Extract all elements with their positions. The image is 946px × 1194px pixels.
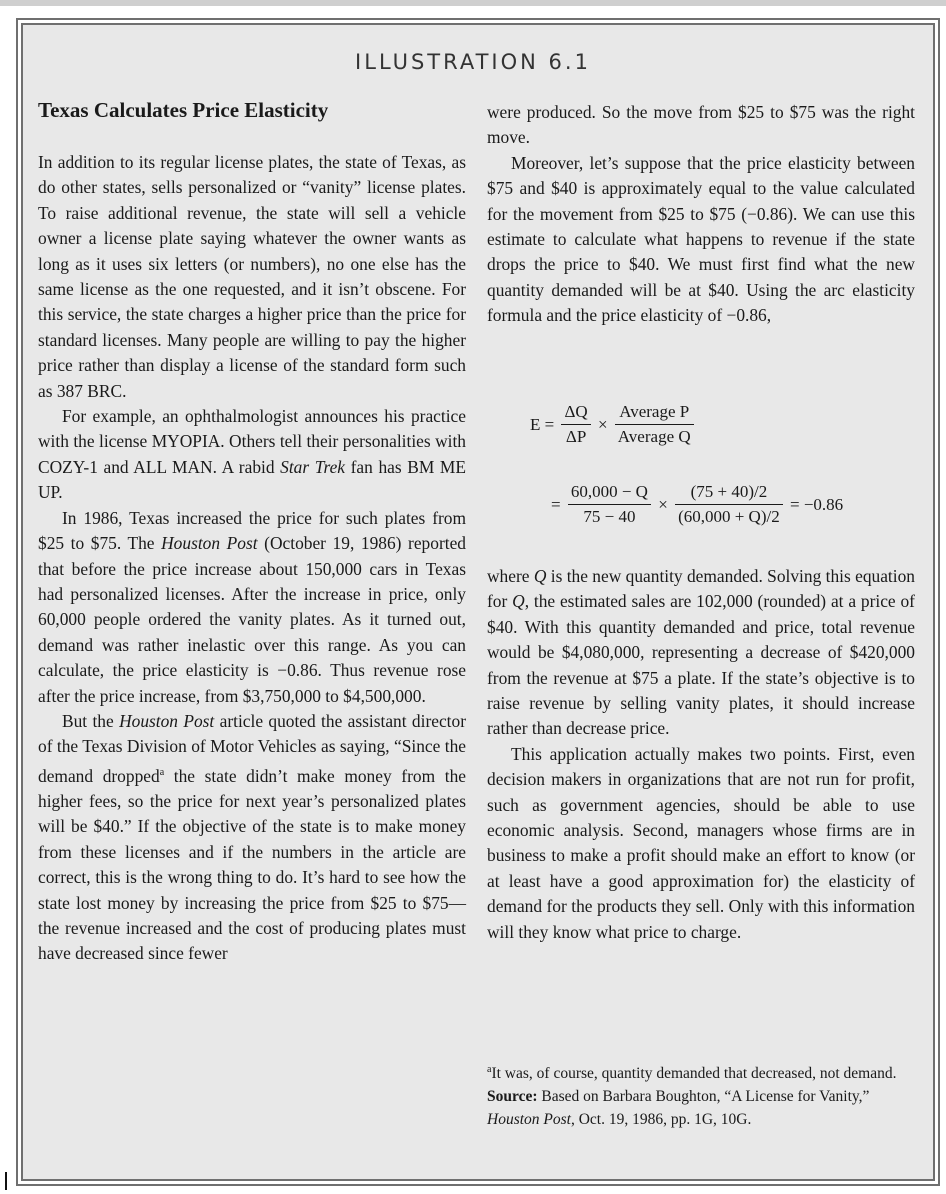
elasticity-formula-line-1 <box>527 402 946 447</box>
quote-text-b: article quoted the assistant director of the Texas Division of Motor Vehicles as saying, “Since the demand dropped <box>38 710 466 786</box>
paragraph-price-increase <box>38 506 466 709</box>
formula-result: = −0.86 <box>789 494 844 514</box>
examples-tail: fan has BM ME UP. <box>38 456 466 503</box>
times-sign: × <box>597 414 608 434</box>
paragraph-intro: In addition to its regular license plates, the state of Texas, as do other states, sells personalized or “vanity” license plates. To raise additional revenue, the state will sell a vehicle owner a license plate saying whatever the owner wants as long as it uses six letters (or numbers), no one else has the same license as the one requested, and it isn’t obscene. For this service, the state charges a higher price than the price for standard licenses. Many people are willing to pay the higher price rather than display a license of the standard form such as 387 BRC. <box>38 152 466 401</box>
left-column <box>38 150 466 967</box>
paragraph-two-points: This application actually makes two points. First, even decision makers in organizations that are not run for profit, such as government agencies, should be able to use economic analysis. Second, managers whose firms are in business to make a profit should make an effort to know (or at least have a good approximation for) the elasticity of demand for the products they sell. Only with this information will they know what price to charge. <box>487 743 915 942</box>
footnote-note: $^a$It was, of course, quantity demanded that decreased, not demand. <box>487 1064 897 1083</box>
quote-text-a: But the <box>62 710 120 731</box>
paragraph-solution: where Q is the new quantity demanded. Solving this equation for Q, the estimated sales are 102,000 (rounded) at a price of $40. With this quantity demanded and price, total revenue would be $4,080,000, representing a decrease of $420,000 from the revenue at $75 a plate. If the state’s objective is to raise revenue by selling vanity plates, it should increase rather than decrease price. <box>487 566 915 739</box>
right-column-bottom <box>487 564 915 945</box>
q-variable: Q <box>533 566 547 586</box>
text-cursor <box>5 1172 7 1190</box>
equals-sign: = <box>551 494 561 514</box>
fraction-price-average: $\frac{(75 + 40)/2}{(60,000 + Q)/2}$ <box>675 482 783 527</box>
fraction-delta: $\frac{\Delta Q}{\Delta P}$ <box>561 402 590 447</box>
illustration-title: ILLUSTRATION 6.1 <box>355 50 591 74</box>
paragraph-right-move: were produced. So the move from $25 to $75 was the right move. <box>487 102 915 148</box>
footnote <box>487 1058 917 1131</box>
footnote-marker: a <box>159 766 165 778</box>
elasticity-formula-line-2 <box>548 482 946 527</box>
top-edge-bar <box>0 0 946 6</box>
paragraph-quote <box>38 709 466 967</box>
star-trek-title: Star Trek <box>280 456 346 477</box>
times-sign: × <box>658 494 668 514</box>
right-column-top <box>487 100 915 329</box>
sidebar-heading: Texas Calculates Price Elasticity <box>38 98 329 122</box>
fraction-average: $\frac{\text{Average P}}{\text{Average Q}}$ <box>615 402 694 447</box>
newspaper-name: Houston Post <box>161 533 258 554</box>
fraction-quantity: $\frac{60,000 - Q}{75 - 40}$ <box>568 482 651 527</box>
newspaper-name: Houston Post <box>119 710 215 731</box>
increase-text-b: (October 19, 1986) reported that before the price increase about 150,000 cars in Texas had personalized licenses. After the increase in price, only 60,000 people ordered the vanity plates. As it turned out, demand was rather inelastic over this range. As you can calculate, the price elasticity is −0.86. Thus revenue rose after the price increase, from $3,750,000 to $4,500,000. <box>38 533 466 706</box>
examples-text: For example, an ophthalmologist announces his practice with the license MYOPIA. Others tell their personalities with COZY-1 and ALL MAN. A rabid <box>38 406 466 477</box>
increase-text-a: In 1986, Texas increased the price for such plates from $25 to $75. The <box>38 507 466 554</box>
quote-text-c: the state didn’t make money from the higher fees, so the price for next year’s personalized plates will be $40.” If the objective of the state is to make money from these licenses and if the numbers in the article are correct, this is the wrong thing to do. It’s hard to see how the state lost money by increasing the price from $25 to $75—the revenue increased and the cost of producing plates must have decreased since fewer <box>38 765 466 964</box>
q-variable: Q <box>512 591 525 612</box>
paragraph-examples <box>38 404 466 506</box>
paragraph-moreover: Moreover, let’s suppose that the price elasticity between $75 and $40 is approximately equal to the value calculated for the movement from $25 to $75 (−0.86). We can use this estimate to calculate what happens to revenue if the state drops the price to $40. We must first find what the new quantity demanded will be at $40. Using the arc elasticity formula and the price elasticity of −0.86, <box>487 152 915 326</box>
formula-e-label: E = <box>530 414 555 434</box>
footnote-source: Source: Based on Barbara Boughton, “A License for Vanity,” Houston Post, Oct. 19, 1986, pp. 1G, 10G. <box>487 1088 870 1129</box>
